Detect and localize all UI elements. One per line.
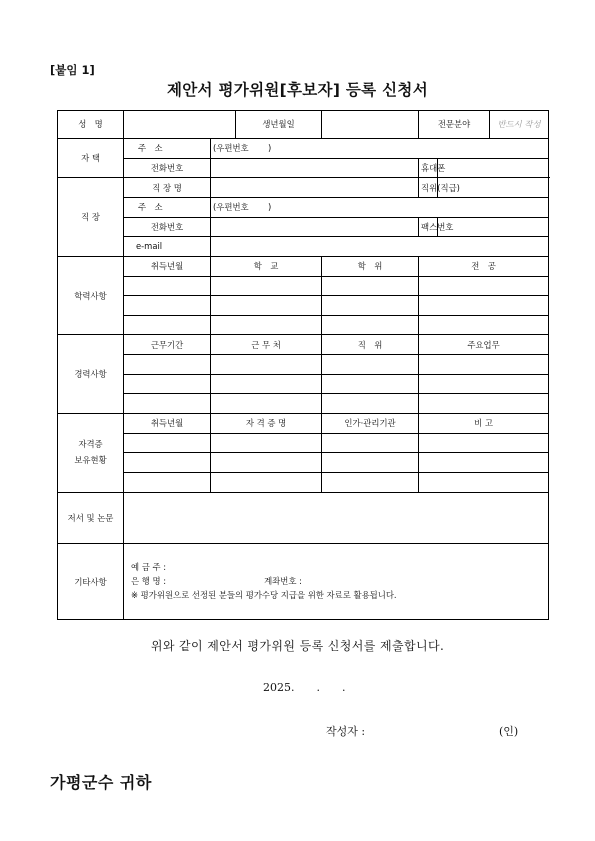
career-cell[interactable] [322,355,419,375]
education-section-label: 학력사항 [58,256,124,335]
career-row [58,374,549,394]
career-cell[interactable] [419,355,549,375]
etc-section-label: 기타사항 [58,544,124,620]
license-header-date: 취득년월 [124,414,211,434]
license-section-line2: 보유현황 [74,454,107,465]
fax-field[interactable] [438,217,549,237]
education-row [58,276,549,296]
mobile-label: 휴대폰 [419,158,438,178]
education-row [58,296,549,316]
company-label: 직 장 명 [124,178,211,198]
career-cell[interactable] [322,374,419,394]
home-phone-label: 전화번호 [124,158,211,178]
etc-content[interactable] [124,544,549,620]
career-row [58,394,549,414]
license-cell[interactable] [211,473,322,493]
career-header-workplace: 근 무 처 [211,335,322,355]
registration-form-table [57,110,549,620]
career-cell[interactable] [124,374,211,394]
education-cell[interactable] [419,276,549,296]
license-header-name: 자 격 증 명 [211,414,322,434]
birth-label: 생년월일 [236,111,322,139]
work-phone-label: 전화번호 [124,217,211,237]
education-cell[interactable] [322,276,419,296]
education-cell[interactable] [419,315,549,335]
papers-section-label: 저서 및 논문 [58,492,124,544]
license-section-label [58,414,124,493]
name-label: 성 명 [58,111,124,139]
license-cell[interactable] [419,473,549,493]
work-address-label: 주 소 [124,197,211,217]
license-section-line1: 자격증 [78,438,103,449]
company-field[interactable] [211,178,419,198]
work-address-field[interactable]: (우편번호 ) [211,197,549,217]
education-cell[interactable] [211,296,322,316]
usage-note: ※ 평가위원으로 선정된 분들의 평가수당 지급을 위한 자료로 활용됩니다. [131,589,397,600]
career-header-duties: 주요업무 [419,335,549,355]
field-label: 전문분야 [419,111,490,139]
career-cell[interactable] [419,394,549,414]
work-section-label: 직 장 [58,178,124,257]
education-header-date: 취득년월 [124,256,211,276]
education-cell[interactable] [124,296,211,316]
date-line: 2025. . . [263,681,346,694]
career-row [58,355,549,375]
career-cell[interactable] [211,394,322,414]
fax-label: 팩스번호 [419,217,438,237]
work-phone-field[interactable] [211,217,419,237]
license-cell[interactable] [211,433,322,453]
license-cell[interactable] [124,453,211,473]
license-cell[interactable] [322,433,419,453]
submit-statement: 위와 같이 제안서 평가위원 등록 신청서를 제출합니다. [150,639,445,653]
license-cell[interactable] [322,453,419,473]
papers-field[interactable] [124,492,549,544]
license-cell[interactable] [124,473,211,493]
license-header-remarks: 비 고 [419,414,549,434]
education-cell[interactable] [211,315,322,335]
license-cell[interactable] [124,433,211,453]
career-header-period: 근무기간 [124,335,211,355]
field-input[interactable]: 반드시 작성 [490,111,549,139]
career-cell[interactable] [211,355,322,375]
career-header-position: 직 위 [322,335,419,355]
education-cell[interactable] [322,315,419,335]
email-field[interactable] [211,237,549,257]
education-cell[interactable] [124,276,211,296]
education-row [58,315,549,335]
license-header-agency: 인가·관리기관 [322,414,419,434]
email-label: e-mail [124,237,211,257]
home-phone-field[interactable] [211,158,419,178]
attachment-label: [붙임 1] [50,63,95,77]
education-cell[interactable] [124,315,211,335]
bank-label: 은 행 명 : [131,575,167,586]
depositor-label: 예 금 주 : [131,561,167,572]
license-row [58,453,549,473]
home-address-label: 주 소 [124,138,211,158]
addressee: 가평군수 귀하 [50,773,152,792]
license-cell[interactable] [322,473,419,493]
career-cell[interactable] [124,355,211,375]
license-row [58,473,549,493]
bank-line [131,575,546,589]
name-field[interactable] [124,111,236,139]
career-section-label: 경력사항 [58,335,124,414]
home-address-field[interactable]: (우편번호 ) [211,138,549,158]
license-cell[interactable] [419,453,549,473]
seal-label: (인) [499,725,519,738]
education-header-major: 전 공 [419,256,549,276]
career-cell[interactable] [124,394,211,414]
author-label: 작성자 : [326,725,366,738]
career-cell[interactable] [322,394,419,414]
license-cell[interactable] [211,453,322,473]
form-title: 제안서 평가위원[후보자] 등록 신청서 [167,81,428,99]
education-cell[interactable] [419,296,549,316]
position-label: 직위(직급) [419,178,438,198]
education-header-school: 학 교 [211,256,322,276]
license-row [58,433,549,453]
home-section-label: 자 택 [58,138,124,177]
career-cell[interactable] [211,374,322,394]
education-header-degree: 학 위 [322,256,419,276]
career-cell[interactable] [419,374,549,394]
education-cell[interactable] [211,276,322,296]
education-cell[interactable] [322,296,419,316]
mobile-field[interactable] [438,158,549,178]
birth-field[interactable] [322,111,419,139]
account-label: 계좌번호 : [264,575,302,586]
license-cell[interactable] [419,433,549,453]
